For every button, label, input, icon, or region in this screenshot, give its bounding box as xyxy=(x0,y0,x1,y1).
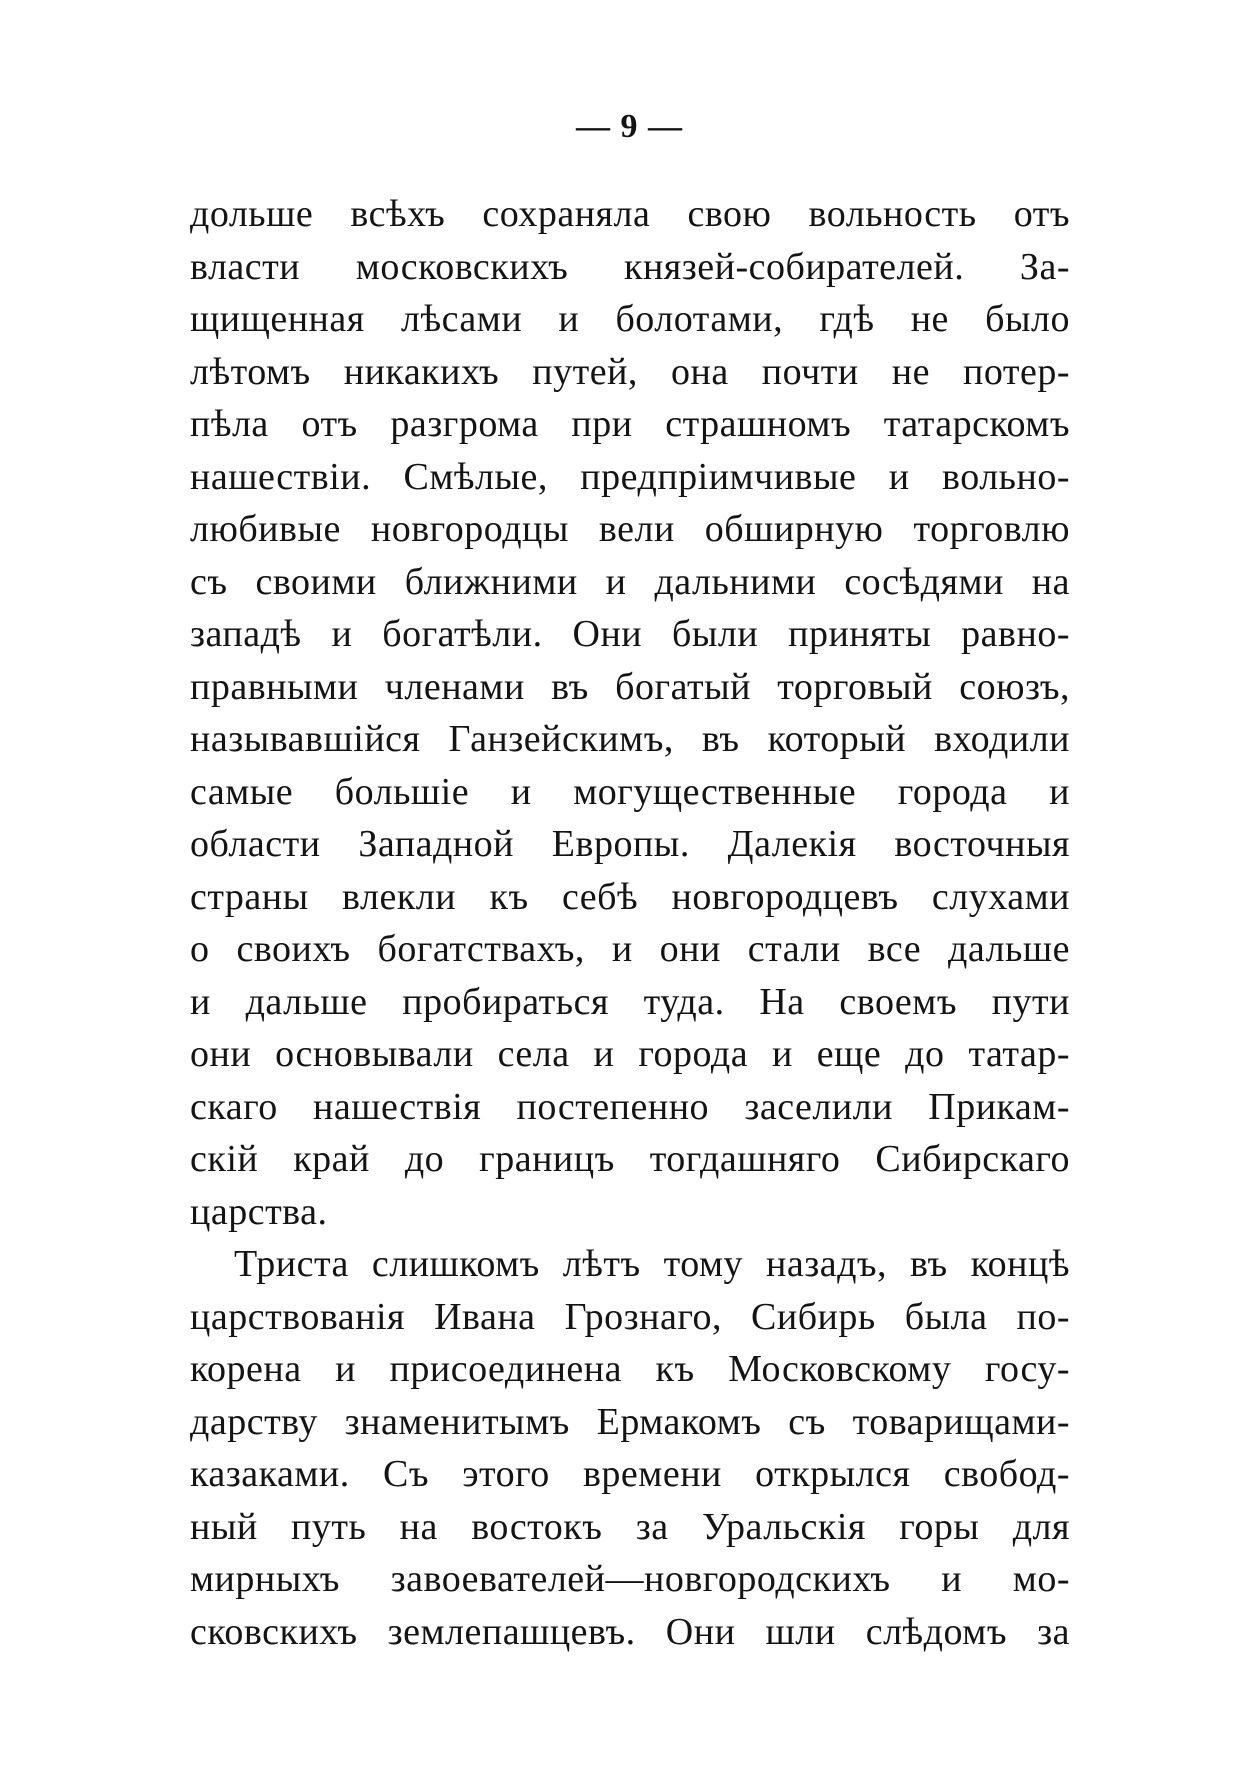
text-line: пѣла отъ разгрома при страшномъ татарскомъ xyxy=(190,403,1070,445)
text-line: корена и присоединена къ Московскому госу- xyxy=(190,1348,1070,1390)
text-line: царства. xyxy=(190,1190,328,1233)
text-line: съ своими ближними и дальними сосѣдями на xyxy=(190,560,1070,603)
text-line: самые большіе и могущественные города и xyxy=(190,770,1070,813)
text-line: страны влекли къ себѣ новгородцевъ слухами xyxy=(190,875,1070,918)
text-line: дольше всѣхъ сохраняла свою вольность отъ xyxy=(190,193,1070,235)
text-line: скій край до границъ тогдашняго Сибирскаго xyxy=(190,1138,1070,1180)
text-line: лѣтомъ никакихъ путей, она почти не потер- xyxy=(190,350,1070,393)
text-line: ный путь на востокъ за Уральскія горы для xyxy=(190,1505,1070,1548)
text-line: Триста слишкомъ лѣтъ тому назадъ, въ концѣ xyxy=(234,1243,1070,1285)
text-line: казаками. Съ этого времени открылся свобод- xyxy=(190,1453,1070,1495)
text-line: области Западной Европы. Далекія восточныя xyxy=(190,823,1070,865)
text-line: дарству знаменитымъ Ермакомъ съ товарищами- xyxy=(190,1400,1070,1443)
body-text xyxy=(190,188,1070,1658)
text-line: они основывали села и города и еще до татар- xyxy=(190,1033,1070,1075)
text-line: называвшійся Ганзейскимъ, въ который входили xyxy=(190,718,1070,760)
text-line: царствованія Ивана Грознаго, Сибирь была по- xyxy=(190,1295,1070,1338)
text-line: власти московскихъ князей-собирателей. За- xyxy=(190,245,1070,288)
text-line: о своихъ богатствахъ, и они стали все дальше xyxy=(190,928,1070,970)
paragraph-1 xyxy=(190,188,1070,1238)
text-line: сковскихъ землепашцевъ. Они шли слѣдомъ за xyxy=(190,1610,1070,1653)
paragraph-2 xyxy=(190,1238,1070,1658)
text-line: и дальше пробираться туда. На своемъ пути xyxy=(190,980,1070,1023)
text-line: нашествіи. Смѣлые, предпріимчивые и вольно- xyxy=(190,455,1070,498)
text-line: любивые новгородцы вели обширную торговлю xyxy=(190,508,1070,550)
text-line: западѣ и богатѣли. Они были приняты равно- xyxy=(190,613,1070,655)
text-line: щищенная лѣсами и болотами, гдѣ не было xyxy=(190,298,1070,340)
text-line: правными членами въ богатый торговый союзъ, xyxy=(190,665,1070,708)
text-line: мирныхъ завоевателей—новгородскихъ и мо- xyxy=(190,1558,1070,1600)
text-line: скаго нашествія постепенно заселили Прикам- xyxy=(190,1085,1070,1128)
page-number: — 9 — xyxy=(576,108,683,145)
